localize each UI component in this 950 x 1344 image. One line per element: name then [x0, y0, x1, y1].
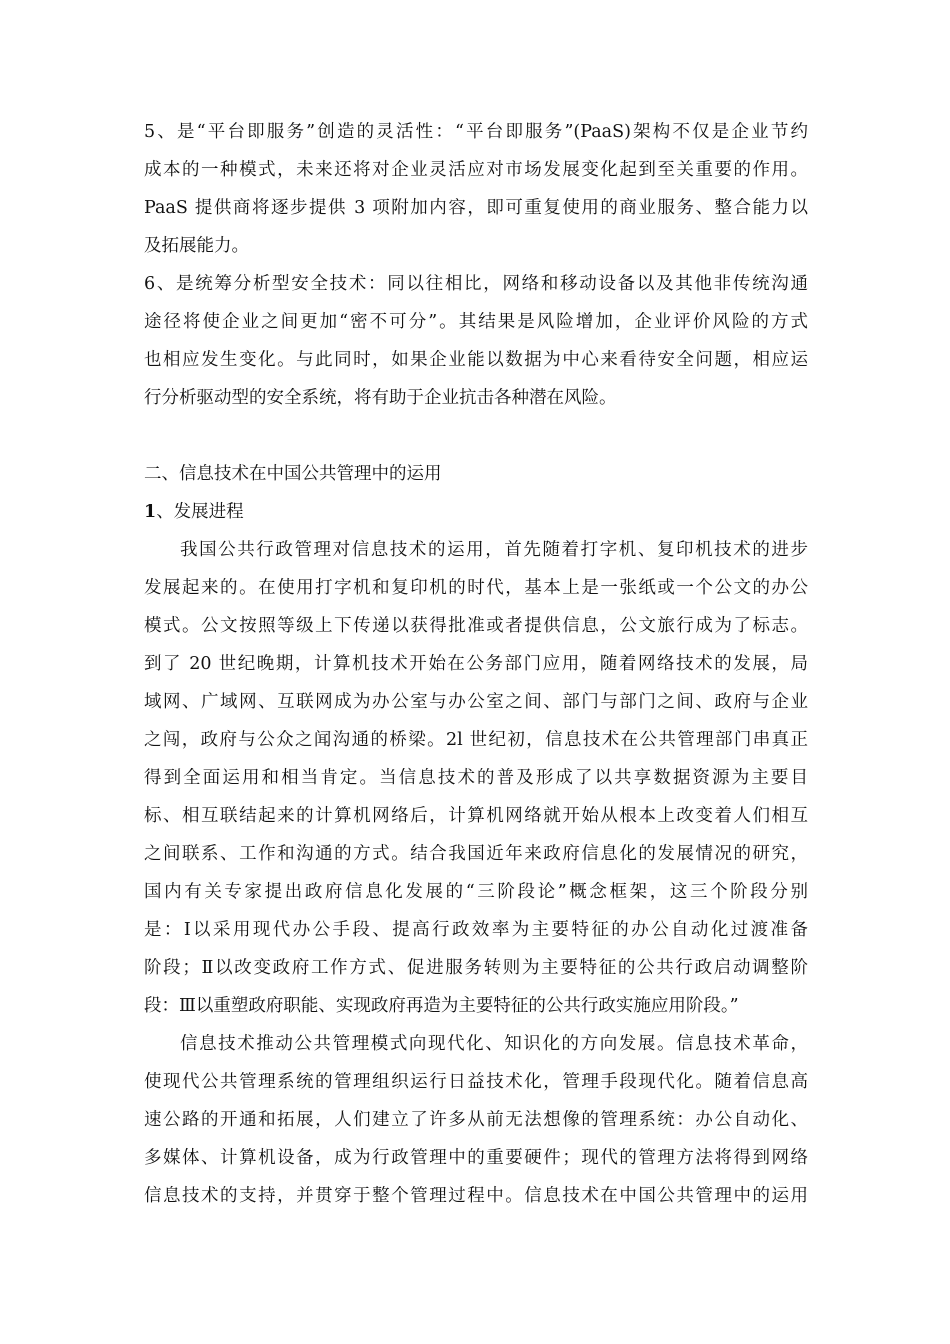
- text-line: 到了 20 世纪晚期，计算机技术开始在公务部门应用，随着网络技术的发展，局: [144, 654, 808, 674]
- text-line: 之闯，政府与公众之闻沟通的桥梁。2l 世纪初，信息技术在公共管理部门串真正: [144, 730, 808, 750]
- text-line: 也相应发生变化。与此同时，如果企业能以数据为中心来看待安全问题，相应运: [144, 350, 808, 370]
- subsection-number: 1: [144, 502, 157, 522]
- subsection-heading: [144, 493, 808, 531]
- text-line: 域网、广域网、互联网成为办公室与办公室之间、部门与部门之间、政府与企业: [144, 692, 808, 712]
- text-line: 行分析驱动型的安全系统，将有助于企业抗击各种潜在风险。: [144, 388, 617, 408]
- text-line: 信息技术推动公共管理模式向现代化、知识化的方向发展。信息技术革命，: [180, 1034, 808, 1054]
- blank-line: [144, 417, 808, 455]
- text-line: 及拓展能力。: [144, 236, 249, 256]
- subsection-title: 、发展进程: [156, 502, 244, 522]
- text-line: 国内有关专家提出政府信息化发展的“三阶段论”概念框架，这三个阶段分别: [144, 882, 808, 902]
- text-line: 是：Ⅰ以采用现代办公手段、提高行政效率为主要特征的办公自动化过渡准备: [144, 920, 808, 940]
- section-heading: 二、信息技术在中国公共管理中的运用: [144, 464, 442, 484]
- text-line: 阶段；Ⅱ以改变政府工作方式、促进服务转则为主要特征的公共行政启动调整阶: [144, 958, 808, 978]
- paragraph-modernization: [144, 1025, 808, 1215]
- paragraph-item-6: [144, 265, 808, 417]
- paragraph-development: [144, 531, 808, 1025]
- text-line: 途径将使企业之间更加“密不可分”。其结果是风险增加，企业评价风险的方式: [144, 312, 808, 332]
- text-line: 我国公共行政管理对信息技术的运用，首先随着打字机、复印机技术的进步: [180, 540, 808, 560]
- document-body: [144, 113, 808, 1215]
- text-line: 之间联系、工作和沟通的方式。结合我国近年来政府信息化的发展情况的研究，: [144, 844, 808, 864]
- text-line: 信息技术的支持，并贯穿于整个管理过程中。信息技术在中国公共管理中的运用: [144, 1186, 808, 1206]
- text-line: 使现代公共管理系统的管理组织运行日益技术化，管理手段现代化。随着信息高: [144, 1072, 808, 1092]
- text-line: 发展起来的。在使用打字机和复印机的时代，基本上是一张纸或一个公文的办公: [144, 578, 808, 598]
- paragraph-item-5: [144, 113, 808, 265]
- text-line: 模式。公文按照等级上下传递以获得批准或者提供信息，公文旅行成为了标志。: [144, 616, 808, 636]
- text-line: 得到全面运用和相当肯定。当信息技术的普及形成了以共享数据资源为主要目: [144, 768, 808, 788]
- text-line: 速公路的开通和拓展，人们建立了许多从前无法想像的管理系统：办公自动化、: [144, 1110, 808, 1130]
- text-line: 标、相互联结起来的计算机网络后，计算机网络就开始从根本上改变着人们相互: [144, 806, 808, 826]
- text-line: 成本的一种模式，未来还将对企业灵活应对市场发展变化起到至关重要的作用。: [144, 160, 808, 180]
- text-line: 段：Ⅲ以重塑政府职能、实现政府再造为主要特征的公共行政实施应用阶段。”: [144, 996, 739, 1016]
- text-line: 5、是“平台即服务”创造的灵活性：“平台即服务”(PaaS)架构不仅是企业节约: [144, 122, 808, 142]
- text-line: PaaS 提供商将逐步提供 3 项附加内容，即可重复使用的商业服务、整合能力以: [144, 198, 808, 218]
- text-line: 6、是统筹分析型安全技术：同以往相比，网络和移动设备以及其他非传统沟通: [144, 274, 808, 294]
- text-line: 多媒体、计算机设备，成为行政管理中的重要硬件；现代的管理方法将得到网络: [144, 1148, 808, 1168]
